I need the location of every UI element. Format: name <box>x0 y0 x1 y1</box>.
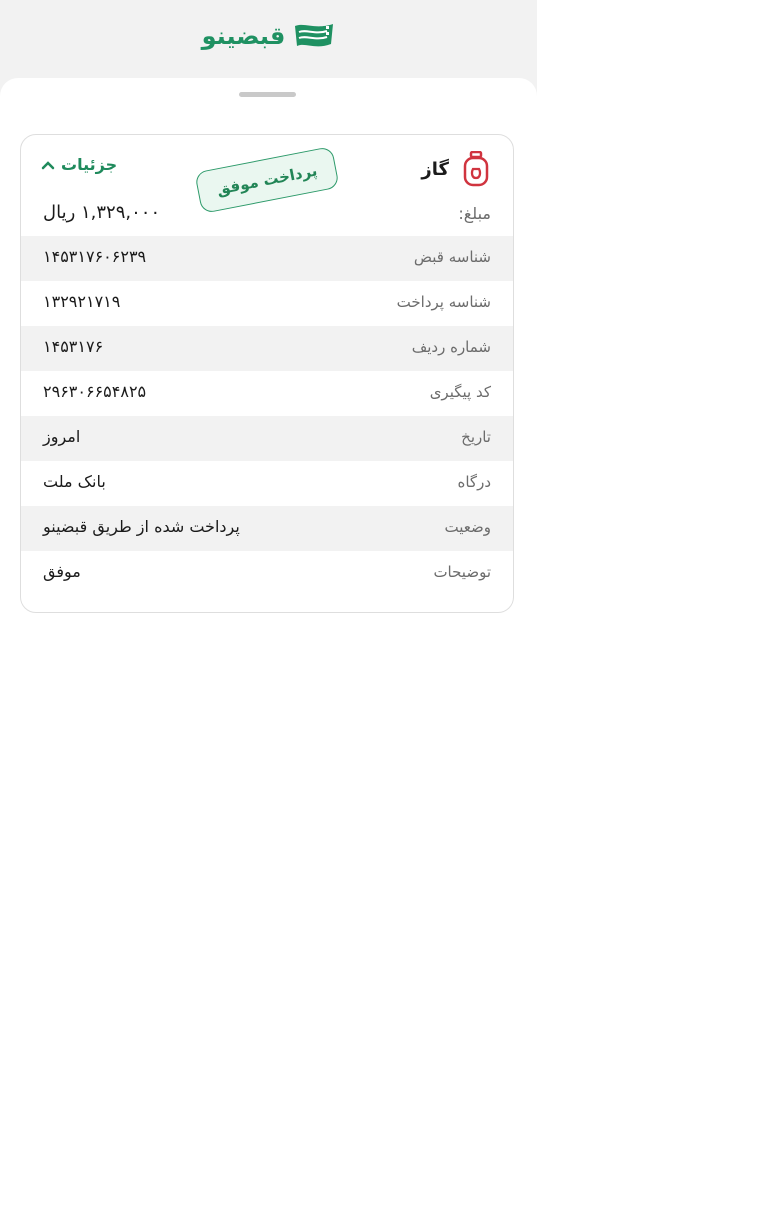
detail-row-payment-id <box>21 281 513 326</box>
detail-label: شناسه قبض <box>413 248 491 266</box>
details-label: جزئیات <box>61 155 118 174</box>
service-title <box>421 151 489 187</box>
detail-label: کد پیگیری <box>429 383 491 401</box>
detail-value: بانک ملت <box>43 472 106 491</box>
amount-row <box>21 192 513 236</box>
detail-value: ۱۴۵۳۱۷۶۰۶۲۳۹ <box>43 247 147 266</box>
amount-label: مبلغ: <box>458 204 491 223</box>
detail-label: درگاه <box>457 473 491 491</box>
detail-label: توضیحات <box>433 563 491 581</box>
detail-row-status <box>21 506 513 551</box>
details-toggle-button[interactable] <box>41 155 117 174</box>
detail-value: امروز <box>43 427 81 446</box>
bill-details-list <box>21 236 513 596</box>
stamp-text: پرداخت موفق <box>215 161 319 199</box>
detail-label: شناسه پرداخت <box>396 293 491 311</box>
detail-value: پرداخت شده از طریق قبضینو <box>43 517 240 536</box>
service-name: گاز <box>421 158 449 180</box>
bottom-sheet <box>0 78 537 1205</box>
gas-cylinder-icon <box>463 151 489 187</box>
amount-value: ۱,۳۲۹,۰۰۰ ریال <box>43 202 161 223</box>
detail-row-bill-id <box>21 236 513 281</box>
ghabzino-logo-icon <box>293 20 335 52</box>
app-logo-text: قبضینو <box>201 22 286 50</box>
detail-row-row-number <box>21 326 513 371</box>
app-logo <box>0 20 537 52</box>
detail-row-tracking-code <box>21 371 513 416</box>
detail-row-gateway <box>21 461 513 506</box>
detail-value: ۱۳۲۹۲۱۷۱۹ <box>43 292 121 311</box>
detail-value: موفق <box>43 562 81 581</box>
detail-label: وضعیت <box>444 518 491 536</box>
detail-value: ۱۴۵۳۱۷۶ <box>43 337 104 356</box>
detail-label: شماره ردیف <box>411 338 491 356</box>
bill-receipt-card <box>20 134 514 613</box>
detail-row-description <box>21 551 513 596</box>
detail-value: ۲۹۶۳۰۶۶۵۴۸۲۵ <box>43 382 147 401</box>
chevron-up-icon <box>41 160 55 170</box>
detail-label: تاریخ <box>461 428 491 446</box>
sheet-drag-handle[interactable] <box>239 92 296 97</box>
detail-row-date <box>21 416 513 461</box>
